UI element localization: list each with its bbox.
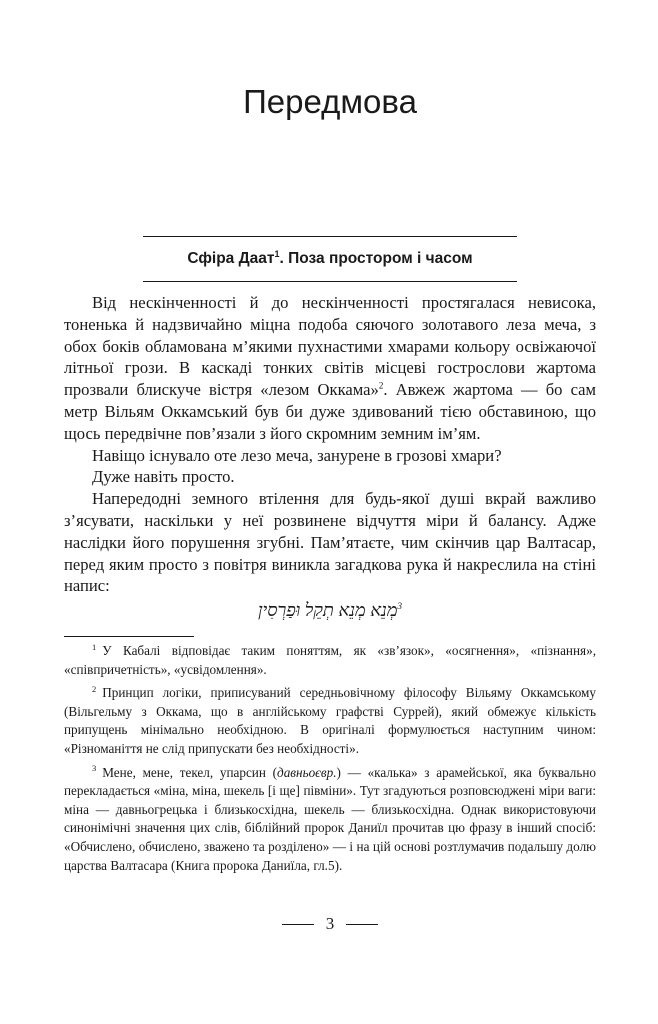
paragraph-1-text: Від нескінченності й до нескінченності простягалася невисока, тоненька й надзвичайно міцна подоба сяючого золотавого леза меча, з обох боків обламована м’якими пухнастими хмарами кольору освіжаючої літньої грози. В каскаді тонких світів місцеві гострослови жартома прозвали блискуче вістря «лезом Оккама» — [64, 293, 596, 400]
paragraph-1 — [64, 292, 596, 445]
footnotes — [64, 642, 596, 880]
footnote-number: 1 — [92, 641, 97, 652]
footnote-ref-1[interactable]: 1 — [274, 248, 280, 259]
footnote-2 — [64, 684, 596, 758]
body-text — [64, 292, 596, 622]
footnote-ref-3[interactable]: 3 — [397, 601, 403, 612]
paragraph-1-end: . Авжеж жартома — бо сам метр Вільям Оккамський був би дуже здивований тією обставиною, що щось передвічне пов’язали з його скромним земним ім’ям. — [64, 380, 596, 443]
hebrew-inscription-text: מְנֵא מְנֵא תְקֵל וּפַרְסִין — [257, 600, 398, 621]
footnote-text-rest: ) — «калька» з арамейської, яка буквально перекладається «міна, міна, шекель [і ще] півміни». Тут згадуються розповсюджені міри ваги: міна — давньогрецька і близькосхідна, шекель — близькосхідна. Однак використовуючи синонімічні значення цих слів, біблійний пророк Даниїл прочитав цю фразу в інший спосіб: «Обчислено, обчислено, зважено та розділено» — і на цій основі розтлумачив подальшу долю царства Валтасара (Книга пророка Даниїла, гл.5). — [64, 764, 597, 873]
footnote-ref-2[interactable]: 2 — [378, 380, 384, 391]
chapter-title: Передмова — [243, 83, 417, 120]
page-number-footer — [64, 912, 596, 936]
paragraph-3: Дуже навіть просто. — [92, 467, 235, 487]
footnote-3 — [64, 764, 596, 876]
paragraph-4: Напередодні земного втілення для будь-якої душі вкрай важливо з’ясувати, наскільки у неї розвинене відчуття міри й балансу. Адже наслідки його порушення згубні. Пам’ятаєте, чим скінчив цар Валтасар, перед яким просто з повітря виникла загадкова рука й накреслила на стіні напис: — [64, 489, 596, 596]
footnote-text-start: Мене, мене, текел, упарсин ( — [102, 764, 278, 780]
folio-dash-right — [346, 924, 378, 925]
footnote-text: У Кабалі відповідає таким поняттям, як «зв’язок», «осягнення», «пізнання», «співпричетність», «усвідомлення». — [64, 643, 596, 677]
book-page — [64, 0, 596, 1024]
section-heading-subtitle: . Поза простором і часом — [279, 250, 473, 267]
footnote-divider — [64, 636, 194, 637]
hebrew-inscription — [64, 598, 596, 622]
section-heading — [187, 250, 472, 268]
footnote-1 — [64, 642, 596, 679]
folio-dash-left — [282, 924, 314, 925]
paragraph-2: Навіщо існувало оте лезо меча, занурене в грозові хмари? — [92, 445, 502, 465]
section-heading-text: Сфіра Даат — [187, 250, 275, 267]
footnote-abbreviation: давньоєвр. — [277, 764, 337, 780]
section-heading-box — [143, 236, 517, 282]
footnote-number: 2 — [92, 683, 97, 694]
footnote-number: 3 — [92, 763, 97, 774]
page-number: 3 — [325, 914, 335, 933]
footnote-text: Принцип логіки, приписуваний середньовічному філософу Вільяму Оккамському (Вільгельму з Оккама, що в англійському графстві Суррей), який обмежує кількість припущень мінімально необхідною. В оригіналі формулюється наступним чином: «Різноманіття не слід припускати без необхідності». — [64, 685, 596, 756]
